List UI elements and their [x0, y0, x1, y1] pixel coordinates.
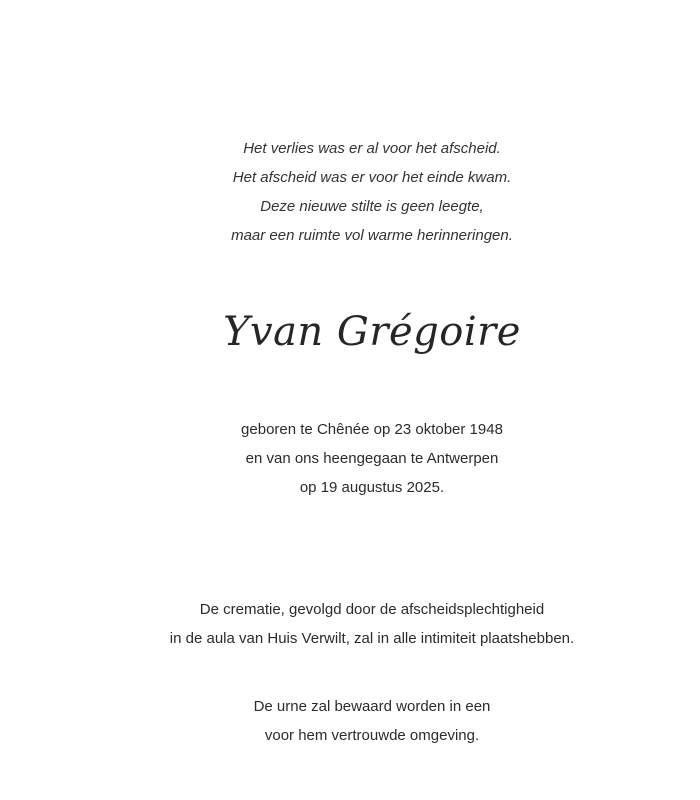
poem-line: Het verlies was er al voor het afscheid. — [243, 140, 501, 157]
dates-line: en van ons heengegaan te Antwerpen — [245, 450, 499, 467]
ceremony-line: in de aula van Huis Verwilt, zal in alle intimiteit plaatshebben. — [169, 630, 575, 647]
urn-line: De urne zal bewaard worden in een — [253, 698, 491, 715]
dates-line: op 19 augustus 2025. — [299, 479, 445, 496]
poem-line: Het afscheid was er voor het einde kwam. — [232, 169, 512, 186]
deceased-name: Yvan Grégoire — [223, 309, 521, 355]
ceremony-notice — [0, 595, 700, 653]
poem-line: maar een ruimte vol warme herinneringen. — [231, 227, 513, 244]
life-dates — [0, 415, 700, 502]
urn-notice — [0, 692, 700, 750]
urn-line: voor hem vertrouwde omgeving. — [264, 727, 480, 744]
ceremony-line: De crematie, gevolgd door de afscheidsplechtigheid — [199, 601, 545, 618]
poem-line: Deze nieuwe stilte is geen leegte, — [260, 198, 484, 215]
dates-line: geboren te Chênée op 23 oktober 1948 — [241, 421, 503, 438]
poem — [0, 134, 700, 250]
